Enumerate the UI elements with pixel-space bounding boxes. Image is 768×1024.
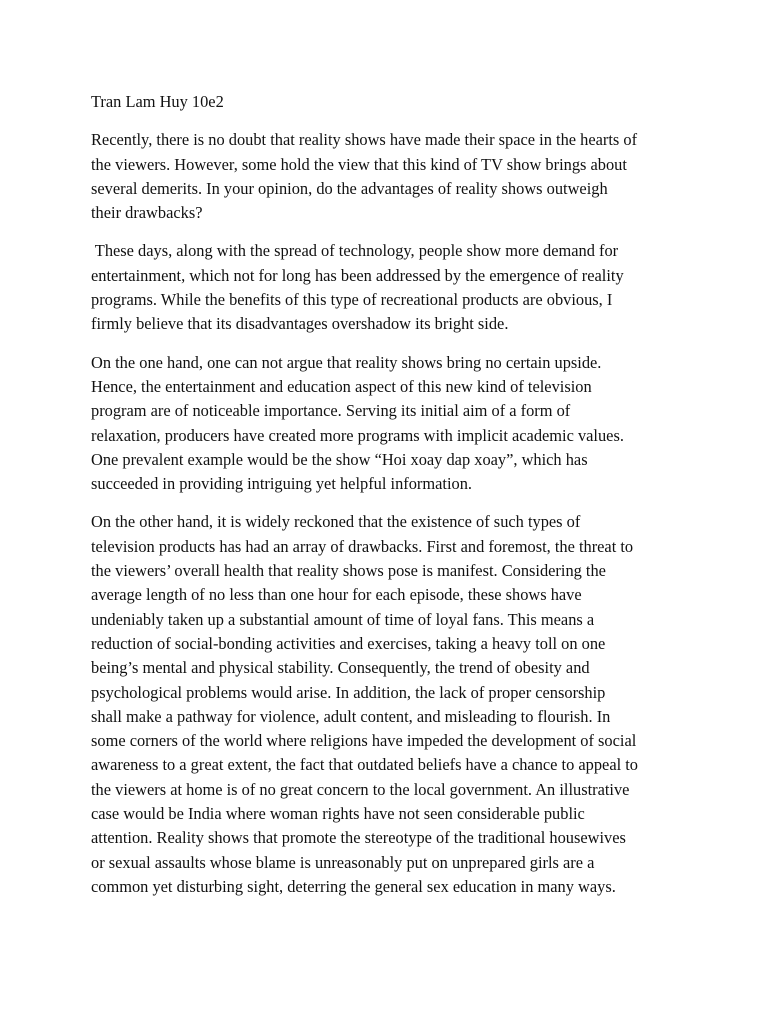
body2-line: common yet disturbing sight, deterring the general sex education in many ways. xyxy=(91,876,616,896)
body2-line: awareness to a great extent, the fact that outdated beliefs have a chance to appeal to xyxy=(91,755,639,775)
body1-line: Hence, the entertainment and education aspect of this new kind of television xyxy=(91,376,592,396)
body2-line: television products has had an array of drawbacks. First and foremost, the threat to xyxy=(91,536,634,556)
body2-line: undeniably taken up a substantial amount of time of loyal fans. This means a xyxy=(91,609,595,629)
essay-prompt xyxy=(91,128,691,225)
intro-line: firmly believe that its disadvantages overshadow its bright side. xyxy=(91,314,509,334)
body-paragraph-2 xyxy=(91,510,691,899)
author-text: Tran Lam Huy 10e2 xyxy=(91,92,224,111)
intro-line: programs. While the benefits of this type of recreational products are obvious, I xyxy=(91,290,613,310)
body1-line: relaxation, producers have created more programs with implicit academic values. xyxy=(91,425,624,445)
prompt-line: the viewers. However, some hold the view that this kind of TV show brings about xyxy=(91,154,627,174)
body2-line: average length of no less than one hour for each episode, these shows have xyxy=(91,585,582,605)
body2-line: case would be India where woman rights have not seen considerable public xyxy=(91,804,585,824)
body1-line: One prevalent example would be the show “Hoi xoay dap xoay”, which has xyxy=(91,449,588,469)
prompt-line: several demerits. In your opinion, do the advantages of reality shows outweigh xyxy=(91,178,608,198)
body2-line: On the other hand, it is widely reckoned that the existence of such types of xyxy=(91,512,581,532)
body2-line: the viewers’ overall health that reality shows pose is manifest. Considering the xyxy=(91,561,606,581)
author-line xyxy=(91,90,691,114)
body2-line: attention. Reality shows that promote the stereotype of the traditional housewives xyxy=(91,828,626,848)
body1-line: On the one hand, one can not argue that reality shows bring no certain upside. xyxy=(91,352,602,372)
intro-line: These days, along with the spread of technology, people show more demand for xyxy=(91,241,619,261)
prompt-line: their drawbacks? xyxy=(91,203,203,223)
prompt-line: Recently, there is no doubt that reality shows have made their space in the hearts of xyxy=(91,130,638,150)
body2-line: or sexual assaults whose blame is unreasonably put on unprepared girls are a xyxy=(91,852,595,872)
body-paragraph-1 xyxy=(91,351,691,497)
body1-line: program are of noticeable importance. Serving its initial aim of a form of xyxy=(91,401,571,421)
body2-line: the viewers at home is of no great concern to the local government. An illustrative xyxy=(91,779,630,799)
document-body xyxy=(91,90,691,913)
body1-line: succeeded in providing intriguing yet helpful information. xyxy=(91,474,472,494)
body2-line: some corners of the world where religions have impeded the development of social xyxy=(91,731,637,751)
body2-line: shall make a pathway for violence, adult content, and misleading to flourish. In xyxy=(91,706,611,726)
body2-line: reduction of social-bonding activities and exercises, taking a heavy toll on one xyxy=(91,633,606,653)
intro-paragraph xyxy=(91,239,691,336)
body2-line: psychological problems would arise. In addition, the lack of proper censorship xyxy=(91,682,606,702)
body2-line: being’s mental and physical stability. Consequently, the trend of obesity and xyxy=(91,658,590,678)
intro-line: entertainment, which not for long has been addressed by the emergence of reality xyxy=(91,265,624,285)
